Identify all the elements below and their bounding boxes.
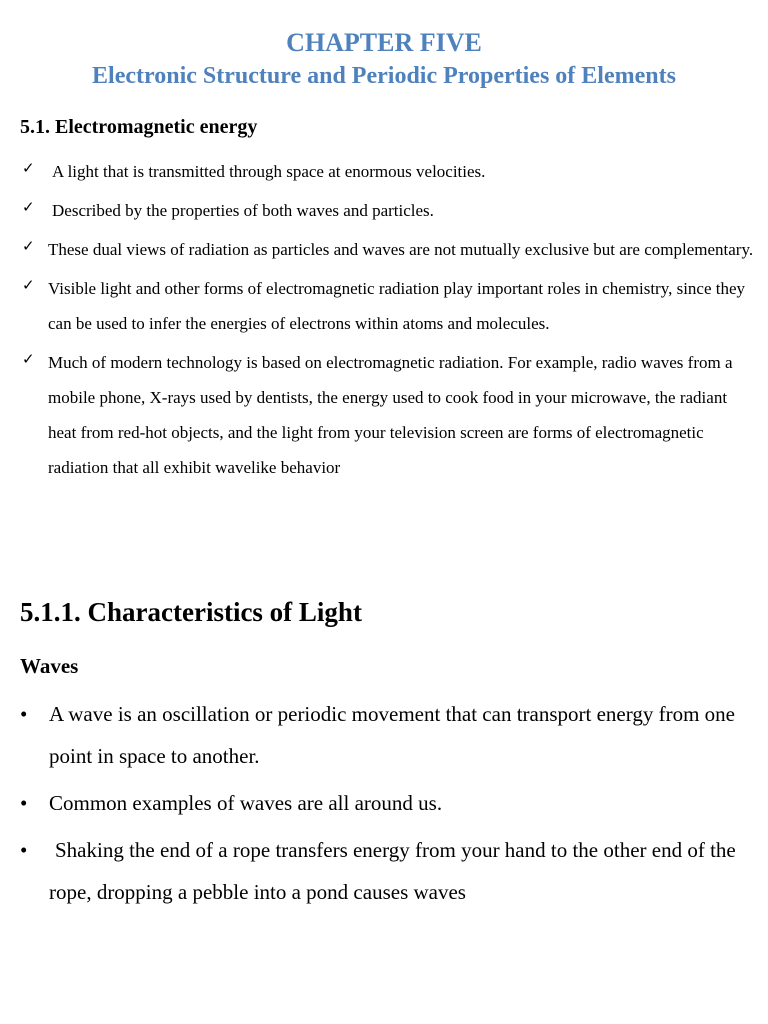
checkmark-icon: ✓: [22, 237, 35, 255]
list-item-text: A wave is an oscillation or periodic movement that can transport energy from one point in space to another.: [49, 702, 735, 768]
list-item: [20, 345, 755, 485]
list-item: [20, 154, 755, 189]
chapter-label: CHAPTER FIVE: [286, 28, 482, 57]
list-item: [20, 693, 755, 777]
list-item-text: A light that is transmitted through space at enormous velocities.: [52, 162, 486, 181]
subsection-heading: 5.1.1. Characteristics of Light: [20, 597, 362, 627]
list-item: [20, 193, 755, 228]
checkmark-icon: ✓: [22, 159, 35, 177]
checkmark-icon: ✓: [22, 350, 35, 368]
electromagnetic-energy-list: [20, 154, 755, 489]
list-item: [20, 829, 755, 913]
list-item-text: Visible light and other forms of electromagnetic radiation play important roles in chemistry, since they can be used to infer the energies of electrons within atoms and molecules.: [48, 279, 746, 333]
list-item-text: Much of modern technology is based on electromagnetic radiation. For example, radio waves from a mobile phone, X-rays used by dentists, the energy used to cook food in your microwave, the radiant heat from red-hot objects, and the light from your television screen are forms of electromagnetic radiation that all exhibit wavelike behavior: [48, 353, 733, 477]
list-item-text: Common examples of waves are all around us.: [49, 791, 443, 815]
list-item-text: These dual views of radiation as particles and waves are not mutually exclusive but are complementary.: [48, 240, 754, 259]
list-item: [20, 271, 755, 341]
bullet-icon: •: [20, 791, 28, 815]
chapter-title: Electronic Structure and Periodic Properties of Elements: [92, 63, 676, 89]
bullet-icon: •: [20, 702, 28, 726]
checkmark-icon: ✓: [22, 276, 35, 294]
bullet-icon: •: [20, 838, 28, 862]
list-item-text: Described by the properties of both waves and particles.: [52, 201, 434, 220]
waves-list: [20, 693, 755, 918]
list-item: [20, 232, 755, 267]
list-item-text: Shaking the end of a rope transfers energy from your hand to the other end of the rope, dropping a pebble into a pond causes waves: [49, 838, 736, 904]
section-heading: 5.1. Electromagnetic energy: [20, 116, 258, 138]
checkmark-icon: ✓: [22, 198, 35, 216]
waves-heading: Waves: [20, 654, 79, 678]
list-item: [20, 782, 755, 824]
